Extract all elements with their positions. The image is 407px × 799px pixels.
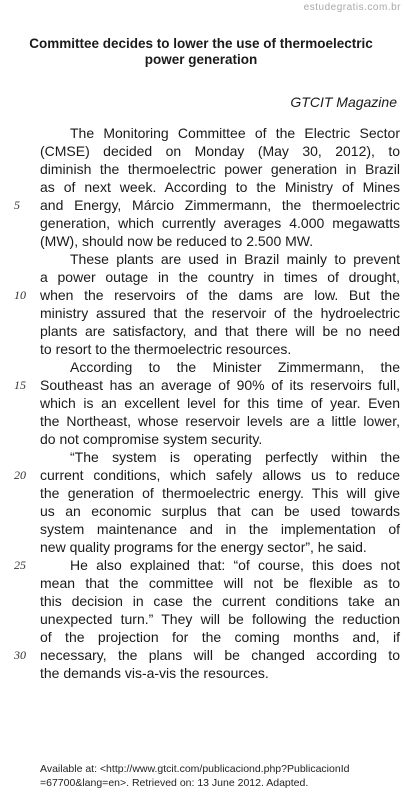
article-line: a power outage in the country in times of drought,: [40, 269, 400, 285]
source-name: GTCIT Magazine: [290, 94, 397, 110]
site-watermark: estudegratis.com.br: [303, 2, 401, 13]
article-line: (MW), should now be reduced to 2.500 MW.: [40, 233, 314, 249]
article-line: the generation of thermoelectric energy. This will give: [40, 485, 400, 501]
line-number: 5: [14, 198, 20, 212]
article-line: when the reservoirs of the dams are low. But the: [40, 287, 400, 303]
citation-line-2: =67700&lang=en>. Retrieved on: 13 June 2012. Adapted.: [40, 777, 309, 789]
article-line: The Monitoring Committee of the Electric Sector: [70, 125, 400, 141]
article-title-line-1: Committee decides to lower the use of thermoelectric: [29, 36, 373, 51]
article-line: of the projection for the coming months and, if: [40, 629, 400, 645]
article-line: to resort to the thermoelectric resources.: [40, 341, 292, 357]
article-line: diminish the thermoelectric power generation in Brazil: [40, 161, 400, 177]
article-line: new quality programs for the energy sector”, he said.: [40, 539, 367, 555]
article-line: Southeast has an average of 90% of its reservoirs full,: [40, 377, 400, 393]
article-line: system maintenance and in the implementation of: [40, 521, 400, 537]
article-line: this decision in case the current conditions take an: [40, 593, 400, 609]
article-line: and Energy, Márcio Zimmermann, the thermoelectric: [40, 197, 400, 213]
article-line: plants are satisfactory, and that there will be no need: [40, 323, 400, 339]
article-line: the Northeast, whose reservoir levels are a little lower,: [40, 413, 400, 429]
article-line: current conditions, which safely allows us to reduce: [40, 467, 400, 483]
line-number: 15: [14, 378, 26, 392]
line-number: 30: [14, 648, 26, 662]
line-number: 20: [14, 468, 26, 482]
article-line: which is an excellent level for this time of year. Even: [40, 395, 400, 411]
article-line: unexpected turn.” They will be following the reduction: [40, 611, 400, 627]
article-line: (CMSE) decided on Monday (May 30, 2012), to: [40, 143, 400, 159]
article-line: According to the Minister Zimmermann, the: [70, 359, 400, 375]
article-line: necessary, the plans will be changed according to: [40, 647, 400, 663]
article-title: [10, 36, 392, 68]
article-line: mean that the committee will not be flexible as to: [40, 575, 400, 591]
article-line: do not compromise system security.: [40, 431, 263, 447]
article-line: us an economic surplus that can be used towards: [40, 503, 400, 519]
article-line: “The system is operating perfectly within the: [70, 449, 400, 465]
line-number: 25: [14, 558, 26, 572]
article-line: ministry assured that the reservoir of the hydroelectric: [40, 305, 400, 321]
article-line: as of next week. According to the Ministry of Mines: [40, 179, 400, 195]
line-number: 10: [14, 288, 26, 302]
article-line: the demands vis-a-vis the resources.: [40, 665, 269, 681]
source-citation: [40, 762, 402, 790]
article-line: These plants are used in Brazil mainly to prevent: [70, 251, 400, 267]
article-line: generation, which currently averages 4.000 megawatts: [40, 215, 400, 231]
article-title-line-2: power generation: [144, 52, 258, 67]
article-line: He also explained that: “of course, this does not: [70, 557, 400, 573]
citation-line-1: Available at: <http://www.gtcit.com/publicaciond.php?PublicacionId: [40, 763, 350, 775]
